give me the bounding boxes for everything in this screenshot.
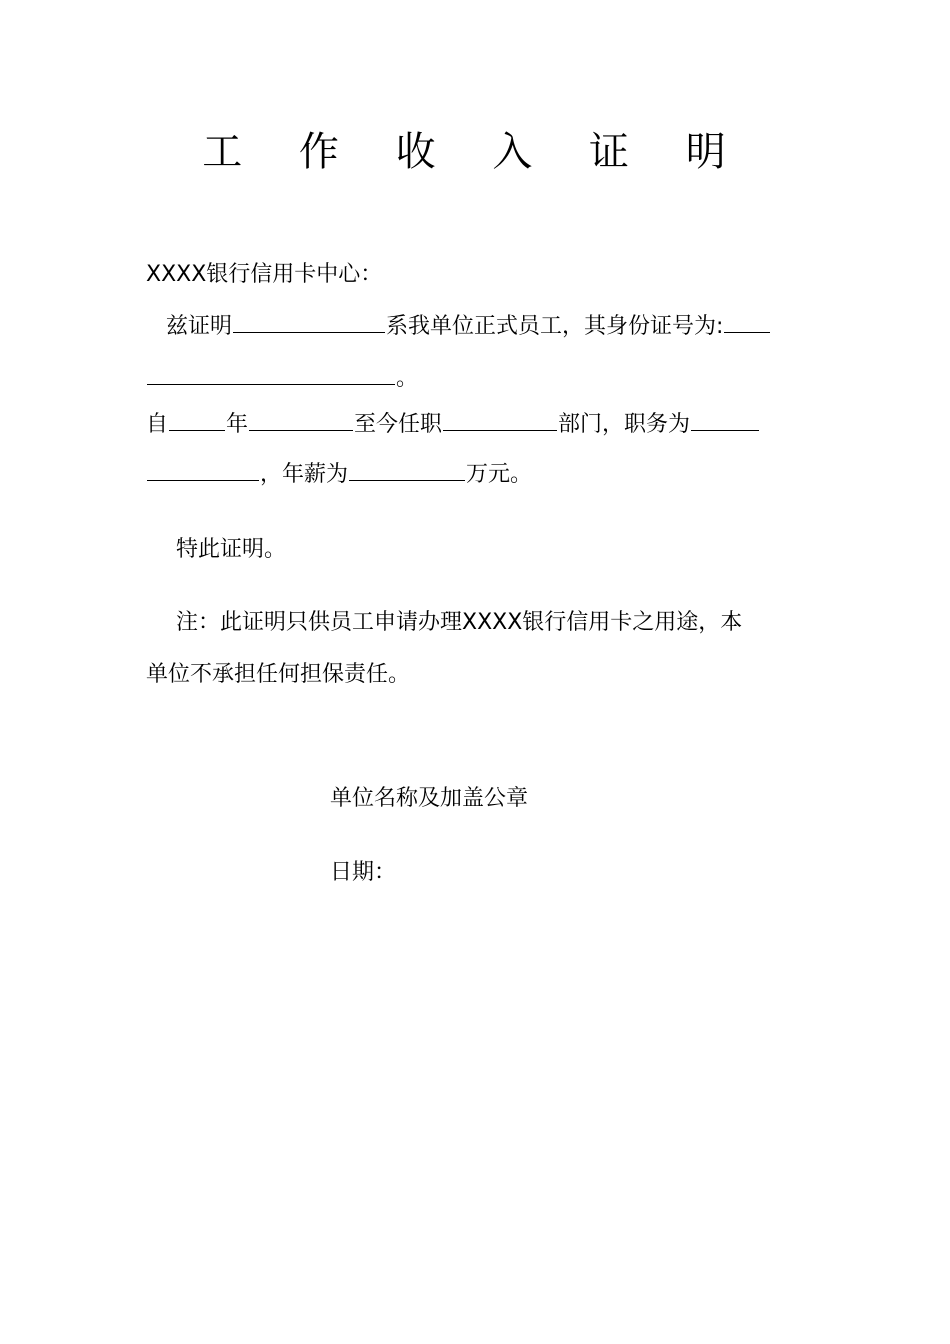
- unit-seal-label: 单位名称及加盖公章: [330, 786, 529, 811]
- blank-position-start[interactable]: [691, 410, 759, 431]
- blank-start-month[interactable]: [249, 410, 353, 431]
- text-served-in: 至今任职: [354, 412, 443, 437]
- note-line-2: 单位不承担任何担保责任。: [146, 662, 411, 687]
- blank-id-number-end[interactable]: [147, 364, 395, 385]
- blank-employee-name[interactable]: [233, 312, 385, 333]
- note-line-1: 注：此证明只供员工申请办理XXXX银行信用卡之用途，本: [176, 610, 743, 635]
- paragraph-line-4: [146, 460, 532, 490]
- paragraph-line-3: [146, 410, 760, 440]
- paragraph-line-2: [146, 364, 418, 394]
- certify-line: 特此证明。: [176, 537, 287, 562]
- text-period: 。: [396, 366, 419, 391]
- text-ten-thousand-yuan: 万元。: [466, 462, 533, 487]
- date-label: 日期：: [330, 860, 397, 885]
- text-formal-employee: 系我单位正式员工，其身份证号为:: [386, 314, 724, 339]
- paragraph-line-1: [166, 312, 771, 342]
- text-certify-that: 兹证明: [166, 314, 233, 339]
- document-title: 工 作 收 入 证 明: [202, 129, 748, 175]
- text-department-position: 部门，职务为: [558, 412, 691, 437]
- blank-department[interactable]: [443, 410, 557, 431]
- salutation: XXXX银行信用卡中心：: [146, 262, 383, 287]
- text-from: 自: [146, 412, 169, 437]
- blank-position-end[interactable]: [147, 460, 259, 481]
- text-year: 年: [226, 412, 249, 437]
- text-annual-salary: ，年薪为: [260, 462, 349, 487]
- blank-annual-salary[interactable]: [349, 460, 465, 481]
- blank-id-number-start[interactable]: [724, 312, 770, 333]
- blank-start-year[interactable]: [169, 410, 225, 431]
